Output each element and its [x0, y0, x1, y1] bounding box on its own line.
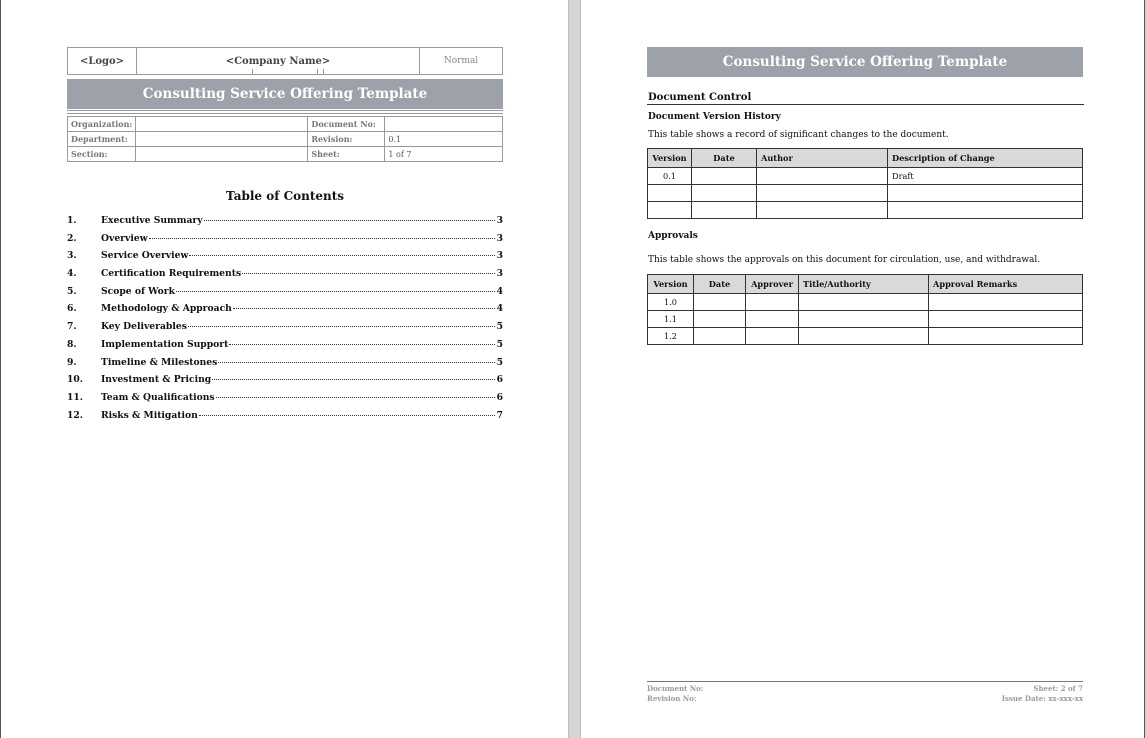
page-2 — [581, 0, 1145, 738]
toc-leader-dots — [149, 238, 495, 239]
toc-entry[interactable] — [67, 233, 503, 251]
table-cell[interactable] — [648, 185, 692, 202]
footer-revision-no: Revision No: — [647, 694, 697, 703]
company-name-text: <Company Name> — [225, 55, 331, 67]
column-header: Version — [648, 275, 694, 294]
table-cell[interactable] — [692, 202, 757, 219]
title-banner: Consulting Service Offering Template — [67, 79, 503, 109]
toc-entry[interactable] — [67, 321, 503, 339]
toc-entry-number: 8. — [67, 338, 77, 350]
toc-leader-dots — [242, 273, 495, 274]
toc-entry-number: 12. — [67, 409, 83, 421]
table-cell[interactable] — [757, 202, 888, 219]
section-value — [136, 147, 308, 162]
version-history-description: This table shows a record of significant changes to the document. — [648, 130, 949, 140]
table-cell[interactable] — [799, 311, 929, 328]
table-cell[interactable] — [929, 311, 1083, 328]
table-cell[interactable] — [746, 311, 799, 328]
table-row — [648, 294, 1083, 311]
header-tick — [252, 69, 253, 74]
toc-leader-dots — [229, 344, 495, 345]
column-header: Date — [692, 149, 757, 168]
document-no-value — [385, 117, 503, 132]
toc-entry-number: 1. — [67, 215, 77, 226]
toc-entry-title: Key Deliverables — [101, 321, 187, 333]
table-cell[interactable] — [799, 328, 929, 345]
table-cell[interactable]: 1.0 — [648, 294, 694, 311]
logo-placeholder: <Logo> — [68, 48, 137, 75]
table-cell[interactable] — [888, 185, 1083, 202]
toc-leader-dots — [189, 255, 495, 256]
footer-document-no: Document No: — [647, 684, 704, 693]
header-tick — [323, 69, 324, 74]
divider — [67, 110, 503, 111]
toc-entry-number: 4. — [67, 268, 77, 280]
table-cell[interactable] — [692, 168, 757, 185]
page-1 — [0, 0, 568, 738]
toc-leader-dots — [204, 220, 495, 221]
table-cell[interactable] — [888, 202, 1083, 219]
toc-entry-title: Risks & Mitigation — [101, 409, 198, 421]
table-cell[interactable] — [694, 294, 746, 311]
toc-entry-page: 3 — [496, 215, 503, 226]
toc-entry-title: Investment & Pricing — [101, 374, 212, 386]
toc-entry-number: 5. — [67, 285, 77, 297]
divider — [67, 113, 503, 114]
toc-leader-dots — [233, 308, 495, 309]
toc-entry-title: Scope of Work — [101, 285, 176, 297]
toc-entry-number: 7. — [67, 321, 77, 333]
table-cell[interactable] — [757, 185, 888, 202]
toc-leader-dots — [188, 326, 495, 327]
company-name — [137, 48, 420, 75]
table-cell[interactable] — [746, 294, 799, 311]
column-header: Approval Remarks — [929, 275, 1083, 294]
table-cell[interactable] — [692, 185, 757, 202]
approvals-description: This table shows the approvals on this document for circulation, use, and withdrawal. — [648, 255, 1041, 265]
footer-row — [647, 684, 1083, 693]
toc-entry-title: Implementation Support — [101, 338, 229, 350]
toc-leader-dots — [199, 415, 495, 416]
toc-leader-dots — [176, 291, 495, 292]
toc-entry[interactable] — [67, 339, 503, 357]
table-row — [648, 328, 1083, 345]
document-header-table — [67, 47, 503, 75]
table-cell[interactable] — [929, 294, 1083, 311]
toc-entry[interactable] — [67, 215, 503, 233]
version-history-table — [647, 148, 1083, 219]
toc-entry-title: Executive Summary — [101, 215, 203, 226]
title-banner: Consulting Service Offering Template — [647, 47, 1083, 77]
toc-leader-dots — [212, 379, 495, 380]
toc-entry-title: Overview — [101, 232, 148, 244]
toc-entry-title: Certification Requirements — [101, 268, 242, 280]
document-no-label: Document No: — [308, 117, 385, 132]
toc-entry-page: 4 — [496, 285, 503, 297]
toc-entry[interactable] — [67, 410, 503, 428]
table-cell[interactable] — [799, 294, 929, 311]
table-cell[interactable] — [694, 311, 746, 328]
toc-entry-title: Methodology & Approach — [101, 303, 232, 315]
table-cell[interactable]: 0.1 — [648, 168, 692, 185]
header-tick — [317, 69, 318, 74]
toc-entry-number: 11. — [67, 391, 83, 403]
column-header: Title/Authority — [799, 275, 929, 294]
toc-entry-page: 3 — [496, 250, 503, 262]
department-label: Department: — [68, 132, 136, 147]
organization-label: Organization: — [68, 117, 136, 132]
toc-entry-page: 4 — [496, 303, 503, 315]
toc-leader-dots — [216, 397, 495, 398]
toc-entry[interactable] — [67, 250, 503, 268]
approvals-heading: Approvals — [648, 231, 698, 241]
table-cell[interactable] — [694, 328, 746, 345]
column-header: Date — [694, 275, 746, 294]
sheet-label: Sheet: — [308, 147, 385, 162]
toc-entry-title: Service Overview — [101, 250, 189, 262]
toc-entry[interactable] — [67, 286, 503, 304]
footer-sheet: Sheet: 2 of 7 — [1033, 684, 1083, 693]
toc-entry-number: 2. — [67, 232, 77, 244]
toc-entry-page: 3 — [496, 268, 503, 280]
document-meta-table — [67, 116, 503, 162]
table-cell[interactable] — [929, 328, 1083, 345]
toc-title: Table of Contents — [225, 189, 345, 203]
department-value — [136, 132, 308, 147]
toc-entry[interactable] — [67, 392, 503, 410]
status-label: Normal — [420, 48, 503, 75]
revision-value: 0.1 — [385, 132, 503, 147]
table-cell[interactable]: 1.1 — [648, 311, 694, 328]
column-header: Version — [648, 149, 692, 168]
toc-leader-dots — [218, 362, 495, 363]
toc-entry-page: 5 — [496, 356, 503, 368]
table-row — [648, 202, 1083, 219]
table-of-contents — [67, 215, 503, 427]
organization-value — [136, 117, 308, 132]
version-history-heading: Document Version History — [648, 112, 781, 122]
toc-entry[interactable] — [67, 357, 503, 375]
revision-label: Revision: — [308, 132, 385, 147]
table-cell[interactable]: 1.2 — [648, 328, 694, 345]
column-header: Approver — [746, 275, 799, 294]
table-row — [648, 185, 1083, 202]
table-cell[interactable] — [648, 202, 692, 219]
table-cell[interactable] — [746, 328, 799, 345]
column-header: Description of Change — [888, 149, 1083, 168]
page-gutter — [568, 0, 581, 738]
toc-entry-number: 10. — [67, 374, 83, 386]
divider — [647, 104, 1084, 105]
toc-entry-page: 5 — [496, 321, 503, 333]
toc-entry-page: 6 — [496, 374, 503, 386]
footer-issue-date: Issue Date: xx-xxx-xx — [1001, 694, 1083, 703]
table-cell[interactable] — [757, 168, 888, 185]
sheet-value: 1 of 7 — [385, 147, 503, 162]
footer-row — [647, 694, 1083, 703]
toc-entry-number: 6. — [67, 303, 77, 315]
toc-entry[interactable] — [67, 303, 503, 321]
toc-entry-page: 3 — [496, 232, 503, 244]
toc-entry[interactable] — [67, 268, 503, 286]
approvals-table — [647, 274, 1083, 345]
toc-entry-title: Team & Qualifications — [101, 391, 215, 403]
toc-entry-page: 7 — [496, 409, 503, 421]
section-label: Section: — [68, 147, 136, 162]
toc-entry-page: 6 — [496, 391, 503, 403]
table-row — [648, 168, 1083, 185]
toc-entry[interactable] — [67, 374, 503, 392]
column-header: Author — [757, 149, 888, 168]
toc-entry-number: 9. — [67, 356, 77, 368]
toc-entry-number: 3. — [67, 250, 77, 262]
footer-divider — [647, 681, 1083, 682]
toc-entry-title: Timeline & Milestones — [101, 356, 218, 368]
toc-entry-page: 5 — [496, 338, 503, 350]
table-cell[interactable]: Draft — [888, 168, 1083, 185]
document-control-heading: Document Control — [648, 92, 752, 103]
table-row — [648, 311, 1083, 328]
